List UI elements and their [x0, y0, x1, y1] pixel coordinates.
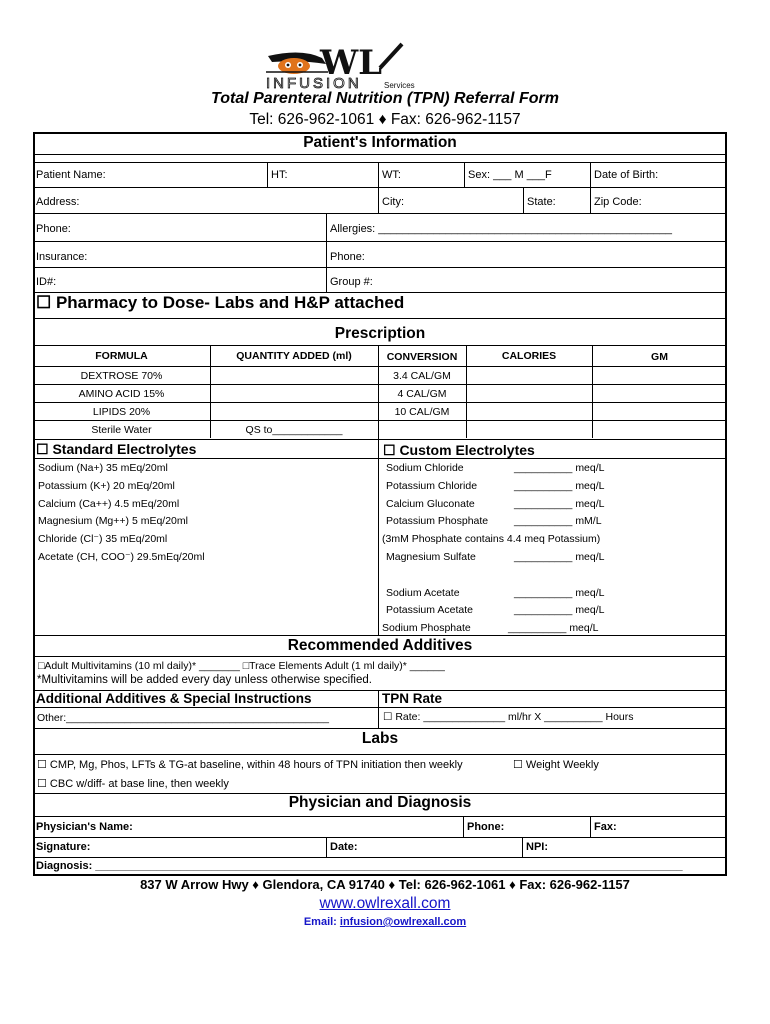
custom-electrolyte-field[interactable]: __________ meq/L [514, 551, 605, 563]
divider [33, 366, 727, 367]
divider [33, 187, 727, 188]
divider [464, 162, 465, 187]
quantity-cell[interactable]: QS to____________ [245, 424, 343, 436]
company-logo [262, 38, 438, 92]
zip-label[interactable]: Zip Code: [594, 196, 642, 208]
multivitamin-note: *Multivitamins will be added every day unless otherwise specified. [37, 674, 372, 686]
divider [33, 384, 727, 385]
height-label[interactable]: HT: [271, 169, 288, 181]
custom-electrolyte-name: Potassium Phosphate [386, 515, 489, 527]
labs-cbc-checkbox[interactable]: ☐ CBC w/diff- at base line, then weekly [37, 778, 229, 790]
divider [463, 816, 464, 837]
physician-fax-label[interactable]: Fax: [594, 821, 617, 833]
calories-header: CALORIES [501, 350, 557, 362]
divider [590, 816, 591, 837]
divider [33, 345, 727, 346]
weight-label[interactable]: WT: [382, 169, 401, 181]
custom-electrolyte-field[interactable]: __________ meq/L [514, 604, 605, 616]
sex-label[interactable]: Sex: ___ M ___F [468, 169, 552, 181]
divider [33, 213, 727, 214]
divider [522, 837, 523, 857]
state-label[interactable]: State: [527, 196, 556, 208]
custom-electrolyte-field[interactable]: __________ meq/L [514, 480, 605, 492]
divider [33, 635, 727, 636]
insurance-label[interactable]: Insurance: [36, 251, 88, 263]
gm-header: GM [651, 351, 668, 363]
labs-heading: Labs [361, 730, 399, 747]
custom-electrolyte-name: Calcium Gluconate [386, 498, 475, 510]
custom-electrolyte-field[interactable]: __________ meq/L [514, 462, 605, 474]
tpn-rate-field[interactable]: ☐ Rate: ______________ ml/hr X __________ Hours [383, 711, 634, 723]
email-label: Email: [303, 916, 340, 928]
formula-header: FORMULA [95, 350, 148, 362]
pharmacy-dose-checkbox[interactable]: ☐ Pharmacy to Dose- Labs and H&P attached [36, 293, 405, 312]
prescription-heading: Prescription [334, 325, 426, 342]
additives-checkboxes[interactable]: □Adult Multivitamins (10 ml daily)* _______ □Trace Elements Adult (1 ml daily)* ______ [38, 660, 445, 672]
other-field[interactable]: Other:_____________________________________________ [37, 712, 329, 724]
footer-email [0, 916, 770, 928]
custom-electrolyte-name: Sodium Phosphate [382, 622, 471, 634]
formula-cell: LIPIDS 20% [92, 406, 151, 418]
additives-heading: Recommended Additives [287, 637, 473, 654]
allergies-label[interactable]: Allergies: ________________________________________________ [330, 223, 672, 235]
divider [378, 458, 379, 635]
tpn-rate-heading: TPN Rate [382, 691, 443, 706]
divider [378, 162, 379, 213]
signature-label[interactable]: Signature: [36, 841, 91, 853]
custom-electrolyte-field[interactable]: __________ mM/L [514, 515, 602, 527]
additional-additives-heading: Additional Additives & Special Instructions [36, 691, 312, 706]
custom-electrolyte-field[interactable]: __________ meq/L [514, 498, 605, 510]
address-label[interactable]: Address: [36, 196, 80, 208]
owl-mortar-logo-icon [262, 38, 438, 92]
custom-electrolyte-field[interactable]: __________ meq/L [514, 587, 605, 599]
city-label[interactable]: City: [382, 196, 404, 208]
divider [267, 162, 268, 187]
divider [33, 162, 727, 163]
custom-electrolytes-checkbox[interactable]: ☐ Custom Electrolytes [383, 442, 535, 458]
divider [326, 213, 327, 292]
standard-electrolyte-item: Calcium (Ca++) 4.5 mEq/20ml [38, 498, 180, 510]
custom-electrolyte-name: Potassium Chloride [386, 480, 478, 492]
date-label[interactable]: Date: [330, 841, 358, 853]
npi-label[interactable]: NPI: [526, 841, 548, 853]
conversion-cell: 10 CAL/GM [394, 406, 450, 418]
custom-electrolyte-field[interactable]: __________ meq/L [508, 622, 599, 634]
physician-heading: Physician and Diagnosis [288, 794, 472, 811]
website-link[interactable]: www.owlrexall.com [319, 895, 451, 912]
svg-text:INFUSION: INFUSION [266, 75, 362, 92]
divider [33, 728, 727, 729]
phone-label[interactable]: Phone: [36, 223, 71, 235]
divider [33, 154, 727, 155]
diagnosis-label[interactable]: Diagnosis: ________________________________________________________________________________________________ [36, 860, 683, 872]
formula-cell: Sterile Water [91, 424, 152, 436]
group-label[interactable]: Group #: [330, 276, 373, 288]
conversion-cell: 4 CAL/GM [397, 388, 447, 400]
custom-electrolyte-name: Sodium Chloride [386, 462, 464, 474]
formula-cell: DEXTROSE 70% [80, 370, 163, 382]
custom-electrolyte-name: Magnesium Sulfate [386, 551, 476, 563]
divider [33, 816, 727, 817]
standard-electrolyte-item: Magnesium (Mg++) 5 mEq/20ml [38, 515, 188, 527]
form-title: Total Parenteral Nutrition (TPN) Referral Form [211, 90, 559, 107]
custom-electrolyte-name: Potassium Acetate [386, 604, 473, 616]
divider [33, 402, 727, 403]
divider [33, 754, 727, 755]
divider [33, 458, 727, 459]
id-label[interactable]: ID#: [36, 276, 57, 288]
labs-cmp-checkbox[interactable]: ☐ CMP, Mg, Phos, LFTs & TG-at baseline, within 48 hours of TPN initiation then weekly [37, 759, 463, 771]
divider [33, 837, 727, 838]
standard-electrolyte-item: Acetate (CH, COO⁻) 29.5mEq/20ml [38, 551, 205, 563]
phosphate-note: (3mM Phosphate contains 4.4 meq Potassium) [382, 533, 601, 545]
standard-electrolyte-item: Potassium (K+) 20 mEq/20ml [38, 480, 175, 492]
divider [33, 241, 727, 242]
insurance-phone-label[interactable]: Phone: [330, 251, 365, 263]
svg-text:Services: Services [384, 81, 415, 90]
conversion-header: CONVERSION [386, 351, 458, 363]
footer-address: 837 W Arrow Hwy ♦ Glendora, CA 91740 ♦ Tel: 626-962-1061 ♦ Fax: 626-962-1157 [140, 877, 630, 892]
dob-label[interactable]: Date of Birth: [594, 169, 659, 181]
divider [378, 690, 379, 728]
form-contact: Tel: 626-962-1061 ♦ Fax: 626-962-1157 [249, 111, 521, 128]
standard-electrolyte-item: Sodium (Na+) 35 mEq/20ml [38, 462, 168, 474]
divider [590, 162, 591, 213]
labs-weight-checkbox[interactable]: ☐ Weight Weekly [513, 759, 599, 771]
quantity-header: QUANTITY ADDED (ml) [236, 350, 352, 362]
patient-name-label[interactable]: Patient Name: [36, 169, 106, 181]
email-link[interactable]: infusion@owlrexall.com [339, 916, 467, 928]
patient-info-heading: Patient's Information [303, 134, 457, 151]
conversion-cell: 3.4 CAL/GM [393, 370, 451, 382]
divider [33, 267, 727, 268]
divider [523, 187, 524, 213]
divider [33, 656, 727, 657]
divider [33, 857, 727, 858]
divider [33, 439, 727, 440]
divider [33, 707, 727, 708]
formula-cell: AMINO ACID 15% [78, 388, 165, 400]
physician-name-label[interactable]: Physician's Name: [36, 821, 133, 833]
divider [33, 420, 727, 421]
standard-electrolytes-checkbox[interactable]: ☐ Standard Electrolytes [36, 441, 197, 457]
divider [33, 318, 727, 319]
divider [326, 837, 327, 857]
physician-phone-label[interactable]: Phone: [467, 821, 505, 833]
svg-text:WL: WL [320, 43, 383, 83]
standard-electrolyte-item: Chloride (Cl⁻) 35 mEq/20ml [38, 533, 168, 545]
custom-electrolyte-name: Sodium Acetate [386, 587, 460, 599]
